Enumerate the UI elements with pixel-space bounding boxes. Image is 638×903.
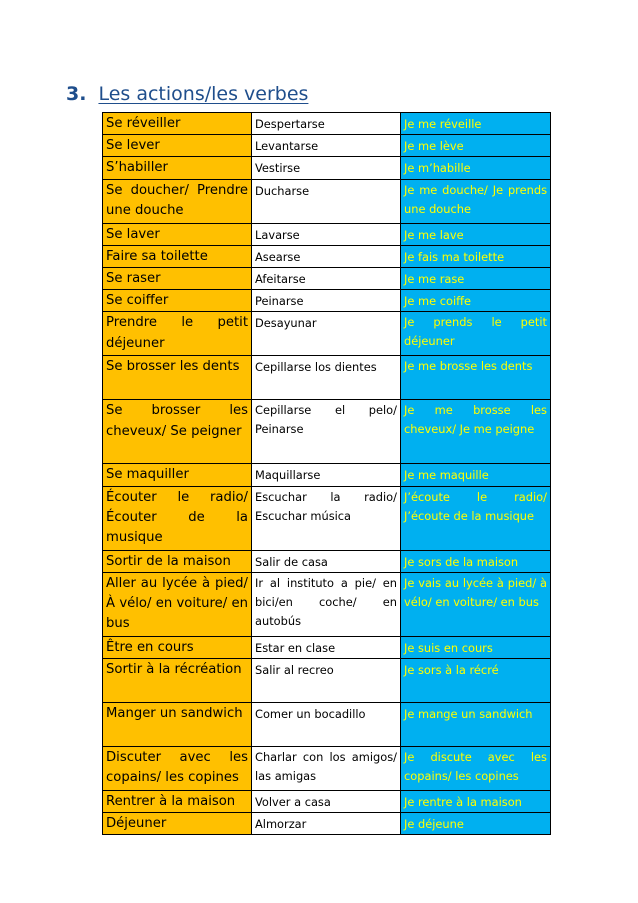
section-heading xyxy=(66,80,566,108)
conjugated-form-cell: Je fais ma toilette xyxy=(401,245,551,267)
conjugated-form-cell: Je déjeune xyxy=(401,813,551,835)
french-infinitive-cell: Se laver xyxy=(103,223,252,245)
spanish-translation-cell: Levantarse xyxy=(252,135,401,157)
spanish-translation-cell: Peinarse xyxy=(252,290,401,312)
spanish-translation-cell: Escuchar la radio/ Escuchar música xyxy=(252,486,401,550)
spanish-translation-cell: Desayunar xyxy=(252,312,401,356)
french-infinitive-cell: Se brosser les dents xyxy=(103,356,252,400)
conjugated-form-cell: Je sors à la récré xyxy=(401,659,551,703)
vocabulary-table-body xyxy=(103,113,551,835)
table-row xyxy=(103,747,551,791)
table-row xyxy=(103,550,551,572)
spanish-translation-cell: Volver a casa xyxy=(252,791,401,813)
table-row xyxy=(103,791,551,813)
conjugated-form-cell: Je me douche/ Je prends une douche xyxy=(401,179,551,223)
table-row xyxy=(103,245,551,267)
table-row xyxy=(103,356,551,400)
french-infinitive-cell: Aller au lycée à pied/ À vélo/ en voiture/ en bus xyxy=(103,572,252,636)
table-row xyxy=(103,703,551,747)
french-infinitive-cell: Se doucher/ Prendre une douche xyxy=(103,179,252,223)
french-infinitive-cell: Écouter le radio/ Écouter de la musique xyxy=(103,486,252,550)
french-infinitive-cell: Faire sa toilette xyxy=(103,245,252,267)
spanish-translation-cell: Vestirse xyxy=(252,157,401,179)
section-title: Les actions/les verbes xyxy=(98,83,309,105)
french-infinitive-cell: Se réveiller xyxy=(103,113,252,135)
french-infinitive-cell: Se coiffer xyxy=(103,290,252,312)
conjugated-form-cell: Je m’habille xyxy=(401,157,551,179)
vocabulary-table xyxy=(102,112,551,835)
french-infinitive-cell: Être en cours xyxy=(103,636,252,658)
conjugated-form-cell: Je me coiffe xyxy=(401,290,551,312)
spanish-translation-cell: Charlar con los amigos/ las amigas xyxy=(252,747,401,791)
conjugated-form-cell: Je me lève xyxy=(401,135,551,157)
conjugated-form-cell: Je discute avec les copains/ les copines xyxy=(401,747,551,791)
table-row xyxy=(103,157,551,179)
table-row xyxy=(103,113,551,135)
spanish-translation-cell: Comer un bocadillo xyxy=(252,703,401,747)
spanish-translation-cell: Cepillarse los dientes xyxy=(252,356,401,400)
french-infinitive-cell: Sortir de la maison xyxy=(103,550,252,572)
table-row xyxy=(103,813,551,835)
table-row xyxy=(103,179,551,223)
spanish-translation-cell: Estar en clase xyxy=(252,636,401,658)
spanish-translation-cell: Salir de casa xyxy=(252,550,401,572)
conjugated-form-cell: Je me rase xyxy=(401,268,551,290)
table-row xyxy=(103,290,551,312)
spanish-translation-cell: Ducharse xyxy=(252,179,401,223)
conjugated-form-cell: Je mange un sandwich xyxy=(401,703,551,747)
french-infinitive-cell: Manger un sandwich xyxy=(103,703,252,747)
french-infinitive-cell: Se brosser les cheveux/ Se peigner xyxy=(103,400,252,464)
table-row xyxy=(103,223,551,245)
spanish-translation-cell: Despertarse xyxy=(252,113,401,135)
french-infinitive-cell: Rentrer à la maison xyxy=(103,791,252,813)
table-row xyxy=(103,659,551,703)
spanish-translation-cell: Salir al recreo xyxy=(252,659,401,703)
section-number: 3. xyxy=(66,83,87,105)
spanish-translation-cell: Ir al instituto a pie/ en bici/en coche/ en autobús xyxy=(252,572,401,636)
table-row xyxy=(103,135,551,157)
table-row xyxy=(103,268,551,290)
spanish-translation-cell: Asearse xyxy=(252,245,401,267)
french-infinitive-cell: Se raser xyxy=(103,268,252,290)
table-row xyxy=(103,486,551,550)
table-row xyxy=(103,464,551,486)
conjugated-form-cell: Je me brosse les dents xyxy=(401,356,551,400)
french-infinitive-cell: Prendre le petit déjeuner xyxy=(103,312,252,356)
spanish-translation-cell: Maquillarse xyxy=(252,464,401,486)
french-infinitive-cell: Déjeuner xyxy=(103,813,252,835)
conjugated-form-cell: Je me maquille xyxy=(401,464,551,486)
spanish-translation-cell: Almorzar xyxy=(252,813,401,835)
conjugated-form-cell: Je me brosse les cheveux/ Je me peigne xyxy=(401,400,551,464)
french-infinitive-cell: Sortir à la récréation xyxy=(103,659,252,703)
conjugated-form-cell: Je prends le petit déjeuner xyxy=(401,312,551,356)
table-row xyxy=(103,312,551,356)
conjugated-form-cell: Je suis en cours xyxy=(401,636,551,658)
spanish-translation-cell: Lavarse xyxy=(252,223,401,245)
french-infinitive-cell: Se lever xyxy=(103,135,252,157)
spanish-translation-cell: Cepillarse el pelo/ Peinarse xyxy=(252,400,401,464)
conjugated-form-cell: J’écoute le radio/ J’écoute de la musique xyxy=(401,486,551,550)
french-infinitive-cell: Se maquiller xyxy=(103,464,252,486)
french-infinitive-cell: S’habiller xyxy=(103,157,252,179)
table-row xyxy=(103,572,551,636)
french-infinitive-cell: Discuter avec les copains/ les copines xyxy=(103,747,252,791)
conjugated-form-cell: Je rentre à la maison xyxy=(401,791,551,813)
conjugated-form-cell: Je me réveille xyxy=(401,113,551,135)
conjugated-form-cell: Je me lave xyxy=(401,223,551,245)
conjugated-form-cell: Je sors de la maison xyxy=(401,550,551,572)
table-row xyxy=(103,636,551,658)
conjugated-form-cell: Je vais au lycée à pied/ à vélo/ en voiture/ en bus xyxy=(401,572,551,636)
spanish-translation-cell: Afeitarse xyxy=(252,268,401,290)
table-row xyxy=(103,400,551,464)
